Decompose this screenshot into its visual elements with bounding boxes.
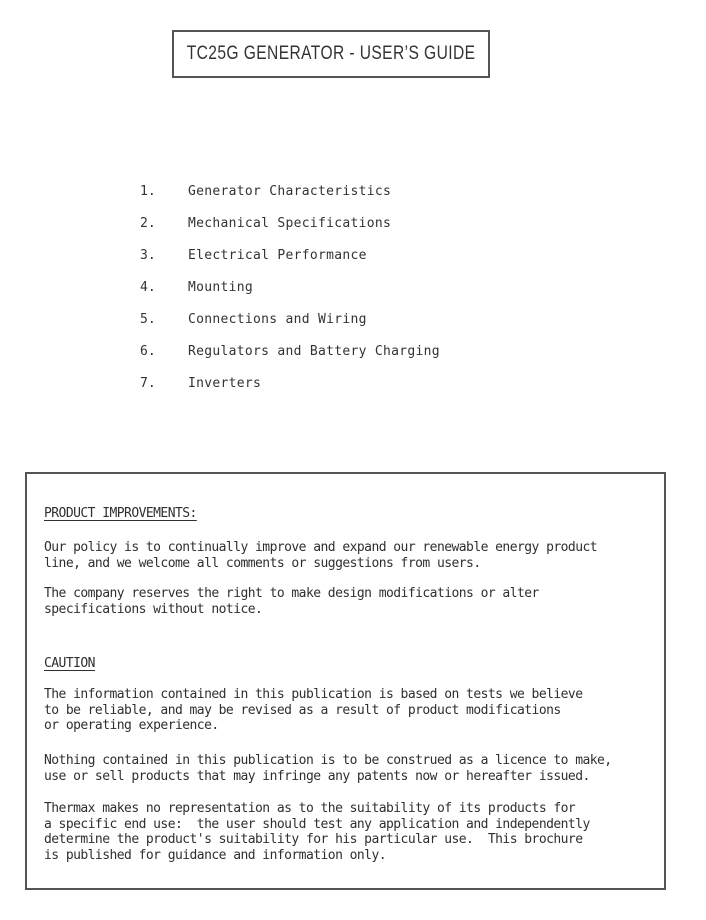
toc-number: 1. [140, 184, 156, 199]
toc-label: Electrical Performance [188, 248, 367, 263]
caution-heading: CAUTION [44, 656, 95, 671]
document-title: TC25G GENERATOR - USER’S GUIDE [186, 43, 476, 64]
product-improvements-paragraph-1: Our policy is to continually improve and expand our renewable energy product line, and we welcome all comments or suggestions from users. [44, 540, 598, 571]
title-box [172, 30, 490, 78]
notice-box [25, 472, 666, 890]
product-improvements-paragraph-2: The company reserves the right to make design modifications or alter specifications without notice. [44, 586, 539, 617]
toc-label: Mechanical Specifications [188, 216, 392, 231]
toc-label: Inverters [188, 376, 262, 391]
toc-label: Mounting [188, 280, 254, 295]
toc-number: 6. [140, 344, 156, 359]
caution-paragraph-1: The information contained in this publication is based on tests we believe to be reliable, and may be revised as a result of product modifications or operating experience. [44, 687, 583, 733]
toc-label: Regulators and Battery Charging [188, 344, 440, 359]
toc-label: Connections and Wiring [188, 312, 367, 327]
toc-number: 7. [140, 376, 156, 391]
toc-number: 5. [140, 312, 156, 327]
caution-paragraph-2: Nothing contained in this publication is to be construed as a licence to make, use or sell products that may infringe any patents now or hereafter issued. [44, 753, 612, 784]
caution-paragraph-3: Thermax makes no representation as to the suitability of its products for a specific end use: the user should test any application and independently determine the product's suitability for his particular use. This brochure is published for guidance and information only. [44, 801, 590, 863]
toc-number: 4. [140, 280, 156, 295]
toc-label: Generator Characteristics [188, 184, 392, 199]
toc-number: 2. [140, 216, 156, 231]
toc-number: 3. [140, 248, 156, 263]
product-improvements-heading: PRODUCT IMPROVEMENTS: [44, 506, 197, 521]
